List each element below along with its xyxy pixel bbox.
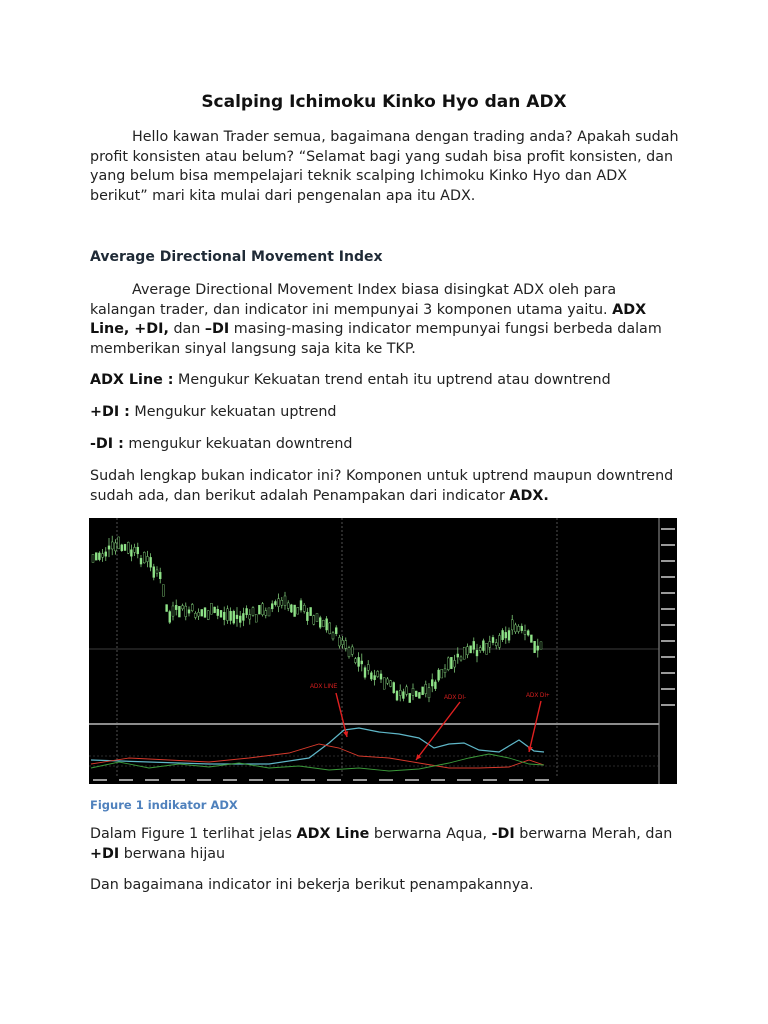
- adx-paragraph: [90, 281, 680, 359]
- time-tick: [223, 779, 237, 781]
- candle-body: [351, 647, 353, 654]
- adx-text-2: dan: [168, 321, 205, 337]
- summary-text: Sudah lengkap bukan indicator ini? Komponen untuk uptrend maupun downtrend sudah ada, dan berikut adalah Penampakan dari indicator: [90, 468, 674, 504]
- candle-body: [495, 643, 497, 646]
- candle-body: [150, 557, 152, 567]
- candle-body: [473, 641, 475, 649]
- candle-body: [511, 620, 513, 630]
- candle-body: [342, 640, 344, 644]
- candle-body: [156, 570, 158, 573]
- candle-body: [159, 572, 161, 579]
- candle-body: [226, 609, 228, 621]
- candle-body: [105, 552, 107, 556]
- candle-body: [450, 657, 452, 669]
- candle-body: [428, 688, 430, 698]
- candle-body: [482, 641, 484, 651]
- candle-body: [514, 625, 516, 632]
- time-tick: [457, 779, 471, 781]
- candle-body: [300, 601, 302, 611]
- candle-body: [454, 660, 456, 667]
- candle-body: [284, 596, 286, 606]
- time-tick: [301, 779, 315, 781]
- intro-paragraph: [90, 128, 680, 206]
- candle-body: [489, 642, 491, 648]
- candle-body: [370, 673, 372, 679]
- candle-body: [345, 641, 347, 649]
- candle-body: [217, 609, 219, 615]
- candle-body: [399, 690, 401, 695]
- candle-body: [255, 614, 257, 622]
- candle-body: [329, 623, 331, 634]
- candle-body: [210, 603, 212, 614]
- time-tick: [197, 779, 211, 781]
- candle-body: [268, 608, 270, 616]
- candle-body: [377, 671, 379, 676]
- candle-body: [271, 604, 273, 609]
- candle-body: [303, 605, 305, 611]
- candle-body: [316, 614, 318, 622]
- candle-body: [502, 630, 504, 639]
- candle-body: [249, 615, 251, 619]
- document-title: Scalping Ichimoku Kinko Hyo dan ADX: [201, 92, 567, 112]
- candle-body: [364, 668, 366, 678]
- candle-body: [239, 616, 241, 623]
- candle-body: [425, 684, 427, 693]
- candle-body: [262, 604, 264, 615]
- adx-bold-2: –DI: [204, 321, 230, 337]
- candle-body: [438, 670, 440, 680]
- annotation-arrow: [529, 701, 541, 752]
- candle-body: [258, 605, 260, 614]
- candle-body: [114, 543, 116, 551]
- candle-body: [518, 626, 520, 631]
- adx-line: [91, 728, 544, 764]
- annotation-arrow: [416, 702, 460, 760]
- time-tick: [171, 779, 185, 781]
- time-tick: [327, 779, 341, 781]
- candle-body: [214, 607, 216, 613]
- candle-body: [95, 553, 97, 561]
- candle-body: [182, 606, 184, 609]
- price-tick: [661, 528, 675, 530]
- price-tick: [661, 592, 675, 594]
- candle-body: [470, 646, 472, 653]
- candle-body: [92, 554, 94, 562]
- time-tick: [145, 779, 159, 781]
- candle-body: [127, 542, 129, 553]
- candle-body: [178, 606, 180, 617]
- candle-body: [530, 635, 532, 643]
- fig-desc-bold: ADX Line: [296, 826, 370, 842]
- time-tick: [275, 779, 289, 781]
- closing-paragraph: Dan bagaimana indicator ini bekerja berikut penampakannya.: [90, 877, 534, 893]
- candle-body: [361, 661, 363, 664]
- candle-body: [441, 669, 443, 678]
- candle-body: [374, 676, 376, 680]
- candle-body: [476, 650, 478, 656]
- time-tick: [353, 779, 367, 781]
- time-tick: [379, 779, 393, 781]
- candle-body: [383, 678, 385, 689]
- candle-body: [137, 547, 139, 554]
- candle-body: [140, 558, 142, 564]
- annotation-plus-di: ADX DI+: [526, 693, 550, 699]
- definition-desc: mengukur kekuatan downtrend: [123, 436, 353, 452]
- time-tick: [405, 779, 419, 781]
- candle-body: [422, 687, 424, 695]
- price-tick: [661, 544, 675, 546]
- time-tick: [93, 779, 107, 781]
- candle-body: [134, 547, 136, 552]
- chart-grid: [89, 518, 675, 784]
- candle-body: [233, 611, 235, 623]
- candle-body: [236, 615, 238, 619]
- definition-term: +DI :: [90, 404, 130, 420]
- price-tick: [661, 704, 675, 706]
- summary-paragraph: [90, 467, 680, 506]
- candle-body: [486, 643, 488, 654]
- fig-desc-bold: +DI: [90, 845, 120, 862]
- intro-text: Hello kawan Trader semua, bagaimana dengan trading anda? Apakah sudah profit konsisten atau belum? “Selamat bagi yang sudah bisa profit konsisten, dan yang belum bisa mempelajari teknik scalping Ichimoku Kinko Hyo dan ADX berikut” mari kita mulai dari pengenalan apa itu ADX.: [90, 129, 679, 204]
- section-heading: Average Directional Movement Index: [90, 249, 383, 265]
- candle-body: [508, 630, 510, 640]
- candle-body: [124, 544, 126, 550]
- candle-body: [537, 646, 539, 650]
- fig-desc-bold: -DI: [491, 826, 515, 842]
- candle-body: [230, 611, 232, 620]
- candle-body: [396, 691, 398, 700]
- definition-term: ADX Line :: [90, 372, 174, 388]
- candle-body: [409, 693, 411, 702]
- candle-body: [204, 608, 206, 618]
- candle-body: [175, 605, 177, 609]
- price-tick: [661, 624, 675, 626]
- candle-body: [540, 642, 542, 649]
- candle-body: [246, 608, 248, 614]
- candle-body: [194, 613, 196, 617]
- candle-body: [322, 620, 324, 626]
- price-tick: [661, 560, 675, 562]
- candle-body: [108, 546, 110, 549]
- time-tick: [483, 779, 497, 781]
- time-tick: [249, 779, 263, 781]
- adx-indicator-lines: [91, 728, 544, 771]
- fig-desc-text: Dalam Figure 1 terlihat jelas: [90, 826, 297, 842]
- candle-body: [319, 618, 321, 628]
- candle-body: [332, 633, 334, 639]
- candle-body: [169, 611, 171, 622]
- candle-body: [166, 605, 168, 612]
- candle-body: [278, 599, 280, 607]
- price-tick: [661, 688, 675, 690]
- candle-body: [191, 605, 193, 611]
- definition-plus-di: [90, 403, 680, 423]
- price-candles: [92, 536, 542, 703]
- candle-body: [418, 692, 420, 698]
- candle-body: [498, 636, 500, 648]
- adx-chart-figure: [89, 518, 677, 784]
- time-tick: [509, 779, 523, 781]
- candle-body: [402, 692, 404, 699]
- fig-desc-text: berwarna Aqua,: [369, 826, 492, 842]
- figure-caption: Figure 1 indikator ADX: [90, 798, 238, 812]
- definition-desc: Mengukur Kekuatan trend entah itu uptrend atau downtrend: [173, 372, 611, 388]
- candle-body: [242, 613, 244, 620]
- candle-body: [466, 647, 468, 655]
- candle-body: [492, 637, 494, 642]
- candle-body: [252, 608, 254, 616]
- candle-body: [463, 647, 465, 659]
- candle-body: [310, 607, 312, 615]
- candle-body: [143, 552, 145, 563]
- candle-body: [265, 611, 267, 616]
- candle-body: [521, 626, 523, 631]
- price-tick: [661, 656, 675, 658]
- candle-body: [457, 654, 459, 657]
- figure-description: [90, 825, 680, 864]
- candle-body: [172, 606, 174, 616]
- candle-body: [431, 680, 433, 686]
- candle-body: [220, 610, 222, 617]
- fig-desc-text: berwana hijau: [119, 845, 226, 862]
- candle-body: [358, 657, 360, 666]
- annotation-minus-di: ADX DI-: [444, 695, 467, 701]
- candle-body: [390, 681, 392, 687]
- candle-body: [223, 612, 225, 619]
- candle-body: [434, 682, 436, 689]
- candle-body: [367, 664, 369, 670]
- annotation-adx-line: ADX LINE: [310, 684, 338, 690]
- adx-bold-1: ADX Line, +DI,: [90, 301, 647, 337]
- candle-body: [188, 610, 190, 613]
- candle-body: [393, 682, 395, 692]
- price-tick: [661, 608, 675, 610]
- candle-body: [111, 542, 113, 549]
- candle-body: [281, 600, 283, 605]
- candle-body: [406, 687, 408, 694]
- candle-body: [335, 628, 337, 634]
- price-tick: [661, 640, 675, 642]
- candle-body: [297, 607, 299, 614]
- candle-body: [524, 630, 526, 634]
- candle-body: [287, 603, 289, 609]
- price-tick: [661, 672, 675, 674]
- price-tick: [661, 576, 675, 578]
- candle-body: [534, 641, 536, 653]
- candle-body: [201, 609, 203, 616]
- candle-body: [130, 550, 132, 557]
- candle-body: [198, 612, 200, 616]
- candle-body: [118, 537, 120, 549]
- candle-body: [505, 632, 507, 638]
- candle-body: [444, 669, 446, 673]
- definition-desc: Mengukur kekuatan uptrend: [129, 404, 337, 420]
- candle-body: [153, 567, 155, 578]
- definition-term: -DI :: [90, 436, 124, 452]
- time-tick: [431, 779, 445, 781]
- candle-body: [274, 601, 276, 604]
- candle-body: [447, 658, 449, 670]
- candle-body: [162, 585, 164, 597]
- adx-text-3: masing-masing indicator mempunyai fungsi berbeda dalam memberikan sinyal langsung saja kita ke TKP.: [90, 321, 662, 357]
- candle-body: [294, 605, 296, 617]
- candle-body: [527, 631, 529, 635]
- candle-body: [306, 612, 308, 621]
- candle-body: [326, 619, 328, 630]
- candle-body: [460, 657, 462, 660]
- adx-chart: [89, 518, 677, 784]
- candle-body: [415, 691, 417, 697]
- candle-body: [185, 606, 187, 616]
- candle-body: [98, 553, 100, 560]
- candle-body: [290, 605, 292, 612]
- definition-minus-di: [90, 435, 680, 455]
- candle-body: [348, 648, 350, 657]
- candle-body: [479, 648, 481, 651]
- definition-adx-line: [90, 371, 680, 391]
- candle-body: [386, 679, 388, 683]
- candle-body: [207, 611, 209, 620]
- candle-body: [380, 674, 382, 679]
- annotation-arrow: [336, 693, 347, 737]
- candle-body: [412, 688, 414, 695]
- candle-body: [121, 545, 123, 551]
- candle-body: [102, 554, 104, 558]
- adx-text-1: Average Directional Movement Index biasa disingkat ADX oleh para kalangan trader, dan indicator ini mempunyai 3 komponen utama yaitu.: [90, 282, 617, 318]
- fig-desc-text: berwarna Merah, dan: [514, 826, 673, 842]
- candle-body: [338, 637, 340, 646]
- time-tick: [119, 779, 133, 781]
- candle-body: [354, 659, 356, 663]
- time-tick: [535, 779, 549, 781]
- candle-body: [313, 616, 315, 624]
- candle-body: [146, 556, 148, 561]
- summary-bold: ADX.: [509, 487, 549, 504]
